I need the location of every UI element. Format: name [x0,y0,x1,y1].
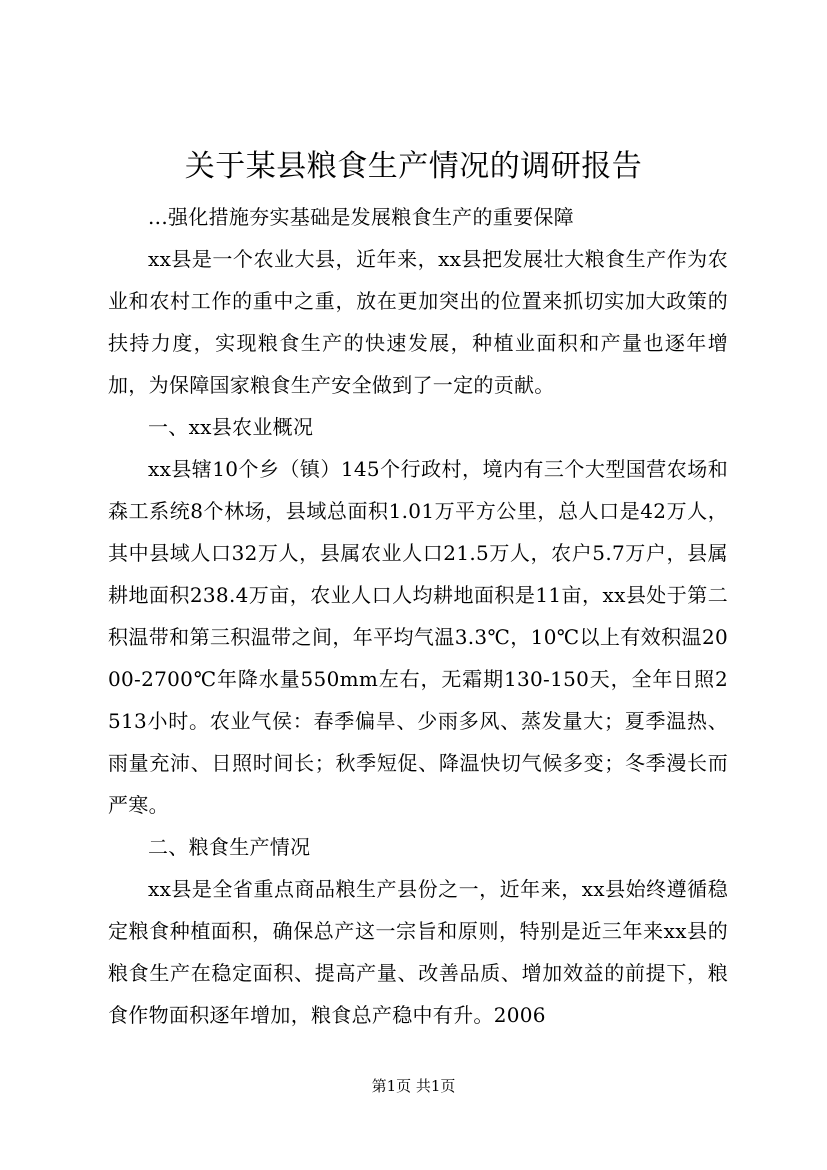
grain-production-paragraph: xx县是全省重点商品粮生产县份之一，近年来，xx县始终遵循稳定粮食种植面积，确保总产这一宗旨和原则，特别是近三年来xx县的粮食生产在稳定面积、提高产量、改善品质、增加效益的前提下，粮食作物面积逐年增加，粮食总产稳中有升。2006 [108,877,728,1027]
page-footer: 第1页 共1页 [371,1077,456,1095]
document-body [108,196,728,1036]
document-title: 关于某县粮食生产情况的调研报告 [184,149,643,184]
agriculture-overview-paragraph: xx县辖10个乡（镇）145个行政村，境内有三个大型国营农场和森工系统8个林场，县域总面积1.01万平方公里，总人口是42万人，其中县域人口32万人，县属农业人口21.5万人，农户5.7万户，县属耕地面积238.4万亩，农业人口人均耕地面积是11亩，xx县处于第二积温带和第三积温带之间，年平均气温3.3℃，10℃以上有效积温2000-2700℃年降水量550mm左右，无霜期130-150天，全年日照2513小时。农业气侯：春季偏旱、少雨多风、蒸发量大；夏季温热、雨量充沛、日照时间长；秋季短促、降温快切气候多变；冬季漫长而严寒。 [108,457,728,817]
section-heading-grain-production: 二、粮食生产情况 [148,835,311,859]
section-heading-agriculture-overview: 一、xx县农业概况 [148,415,314,439]
intro-paragraph: xx县是一个农业大县，近年来，xx县把发展壮大粮食生产作为农业和农村工作的重中之重，放在更加突出的位置来抓切实加大政策的扶持力度，实现粮食生产的快速发展，种植业面积和产量也逐年增加，为保障国家粮食生产安全做到了一定的贡献。 [108,247,728,397]
intro-subheading: ...强化措施夯实基础是发展粮食生产的重要保障 [148,205,574,229]
